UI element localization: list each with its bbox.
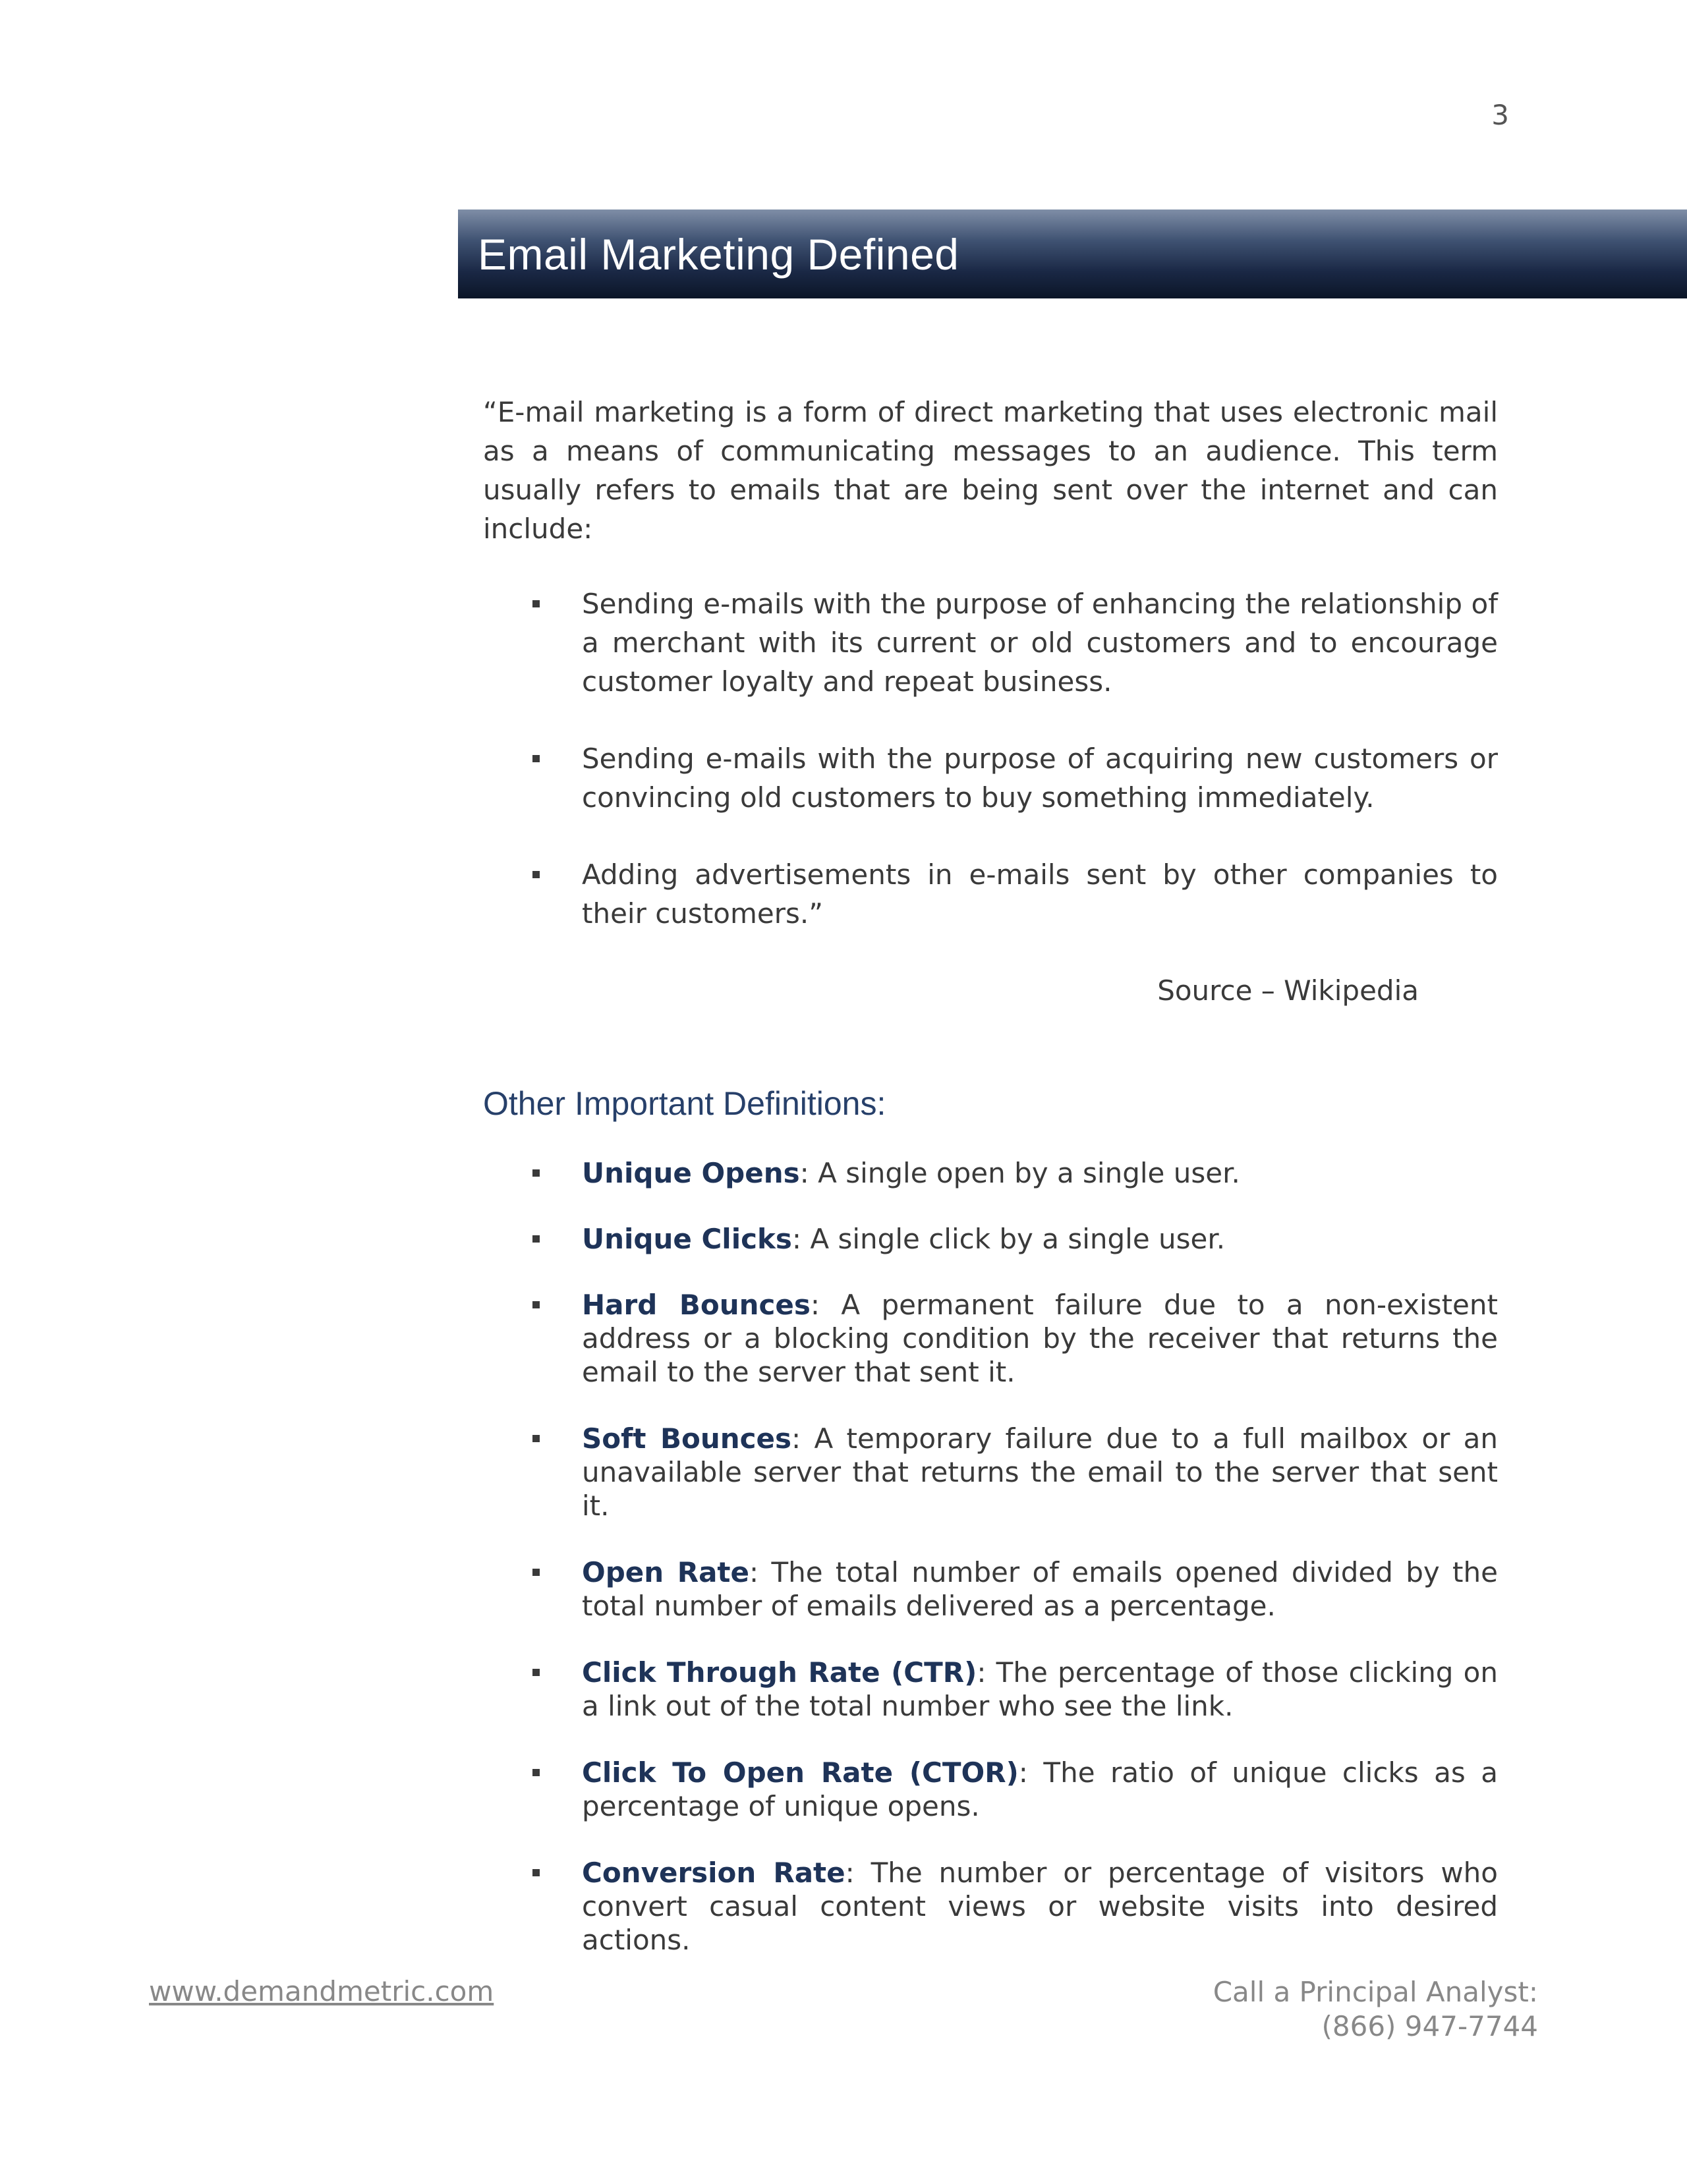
source-citation: Source – Wikipedia <box>1157 974 1419 1007</box>
definition-term: Unique Clicks <box>582 1223 792 1255</box>
square-bullet-icon <box>532 871 540 878</box>
square-bullet-icon <box>532 1301 540 1308</box>
list-item-text: Sending e-mails with the purpose of acquiring new customers or convincing old customers to buy something immediately. <box>582 742 1498 814</box>
square-bullet-icon <box>532 1869 540 1876</box>
definition-item <box>483 1856 1498 1957</box>
footer-contact <box>1213 1975 1538 2044</box>
list-item <box>483 855 1498 933</box>
definition-term: Soft Bounces <box>582 1422 792 1455</box>
contact-label: Call a Principal Analyst: <box>1213 1976 1538 2008</box>
definitions-heading: Other Important Definitions: <box>483 1085 886 1122</box>
square-bullet-icon <box>532 600 540 607</box>
definition-term: Conversion Rate <box>582 1857 845 1889</box>
definition-item <box>483 1156 1498 1190</box>
definitions-list <box>483 1156 1498 1957</box>
list-item <box>483 739 1498 817</box>
square-bullet-icon <box>532 755 540 762</box>
definition-item <box>483 1555 1498 1623</box>
definition-term: Click Through Rate (CTR) <box>582 1656 977 1689</box>
square-bullet-icon <box>532 1569 540 1576</box>
definition-term: Unique Opens <box>582 1157 800 1189</box>
phone-number: (866) 947-7744 <box>1321 2010 1538 2042</box>
definition-term: Click To Open Rate (CTOR) <box>582 1756 1019 1789</box>
definition-item <box>483 1422 1498 1523</box>
list-item <box>483 584 1498 701</box>
definition-item <box>483 1222 1498 1256</box>
definition-text: : The percentage of those clicking on a link out of the total number who see the link. <box>582 1656 1498 1722</box>
intro-quote: “E-mail marketing is a form of direct marketing that uses electronic mail as a means of communicating messages to an audience. This term usually refers to emails that are being sent over the internet and can include: <box>483 396 1498 545</box>
definition-item <box>483 1756 1498 1823</box>
square-bullet-icon <box>532 1169 540 1177</box>
definition-text: : A temporary failure due to a full mailbox or an unavailable server that returns the email to the server that sent it. <box>582 1422 1499 1522</box>
list-item-text: Adding advertisements in e-mails sent by other companies to their customers.” <box>582 858 1498 930</box>
section-banner <box>458 210 1687 298</box>
definition-text: : A permanent failure due to a non-existent address or a blocking condition by the receiver that returns the email to the server that sent it. <box>582 1289 1498 1388</box>
definition-text: : The ratio of unique clicks as a percentage of unique opens. <box>582 1756 1498 1822</box>
definition-term: Open Rate <box>582 1556 749 1588</box>
square-bullet-icon <box>532 1769 540 1776</box>
list-item-text: Sending e-mails with the purpose of enhancing the relationship of a merchant with its current or old customers and to encourage customer loyalty and repeat business. <box>582 588 1498 698</box>
definition-text: : The total number of emails opened divided by the total number of emails delivered as a percentage. <box>582 1556 1498 1622</box>
website-link[interactable]: www.demandmetric.com <box>149 1975 494 2007</box>
quote-bullet-list <box>483 584 1498 933</box>
definition-text: : A single click by a single user. <box>791 1223 1226 1255</box>
page-number: 3 <box>1491 99 1509 131</box>
section-title: Email Marketing Defined <box>478 230 959 279</box>
definition-text: : A single open by a single user. <box>799 1157 1240 1189</box>
square-bullet-icon <box>532 1435 540 1442</box>
definition-term: Hard Bounces <box>582 1289 811 1321</box>
square-bullet-icon <box>532 1235 540 1243</box>
definition-text: : The number or percentage of visitors who convert casual content views or website visits into desired actions. <box>582 1857 1498 1956</box>
square-bullet-icon <box>532 1669 540 1676</box>
definition-item <box>483 1288 1498 1389</box>
definition-item <box>483 1656 1498 1723</box>
main-content <box>483 393 1498 1990</box>
